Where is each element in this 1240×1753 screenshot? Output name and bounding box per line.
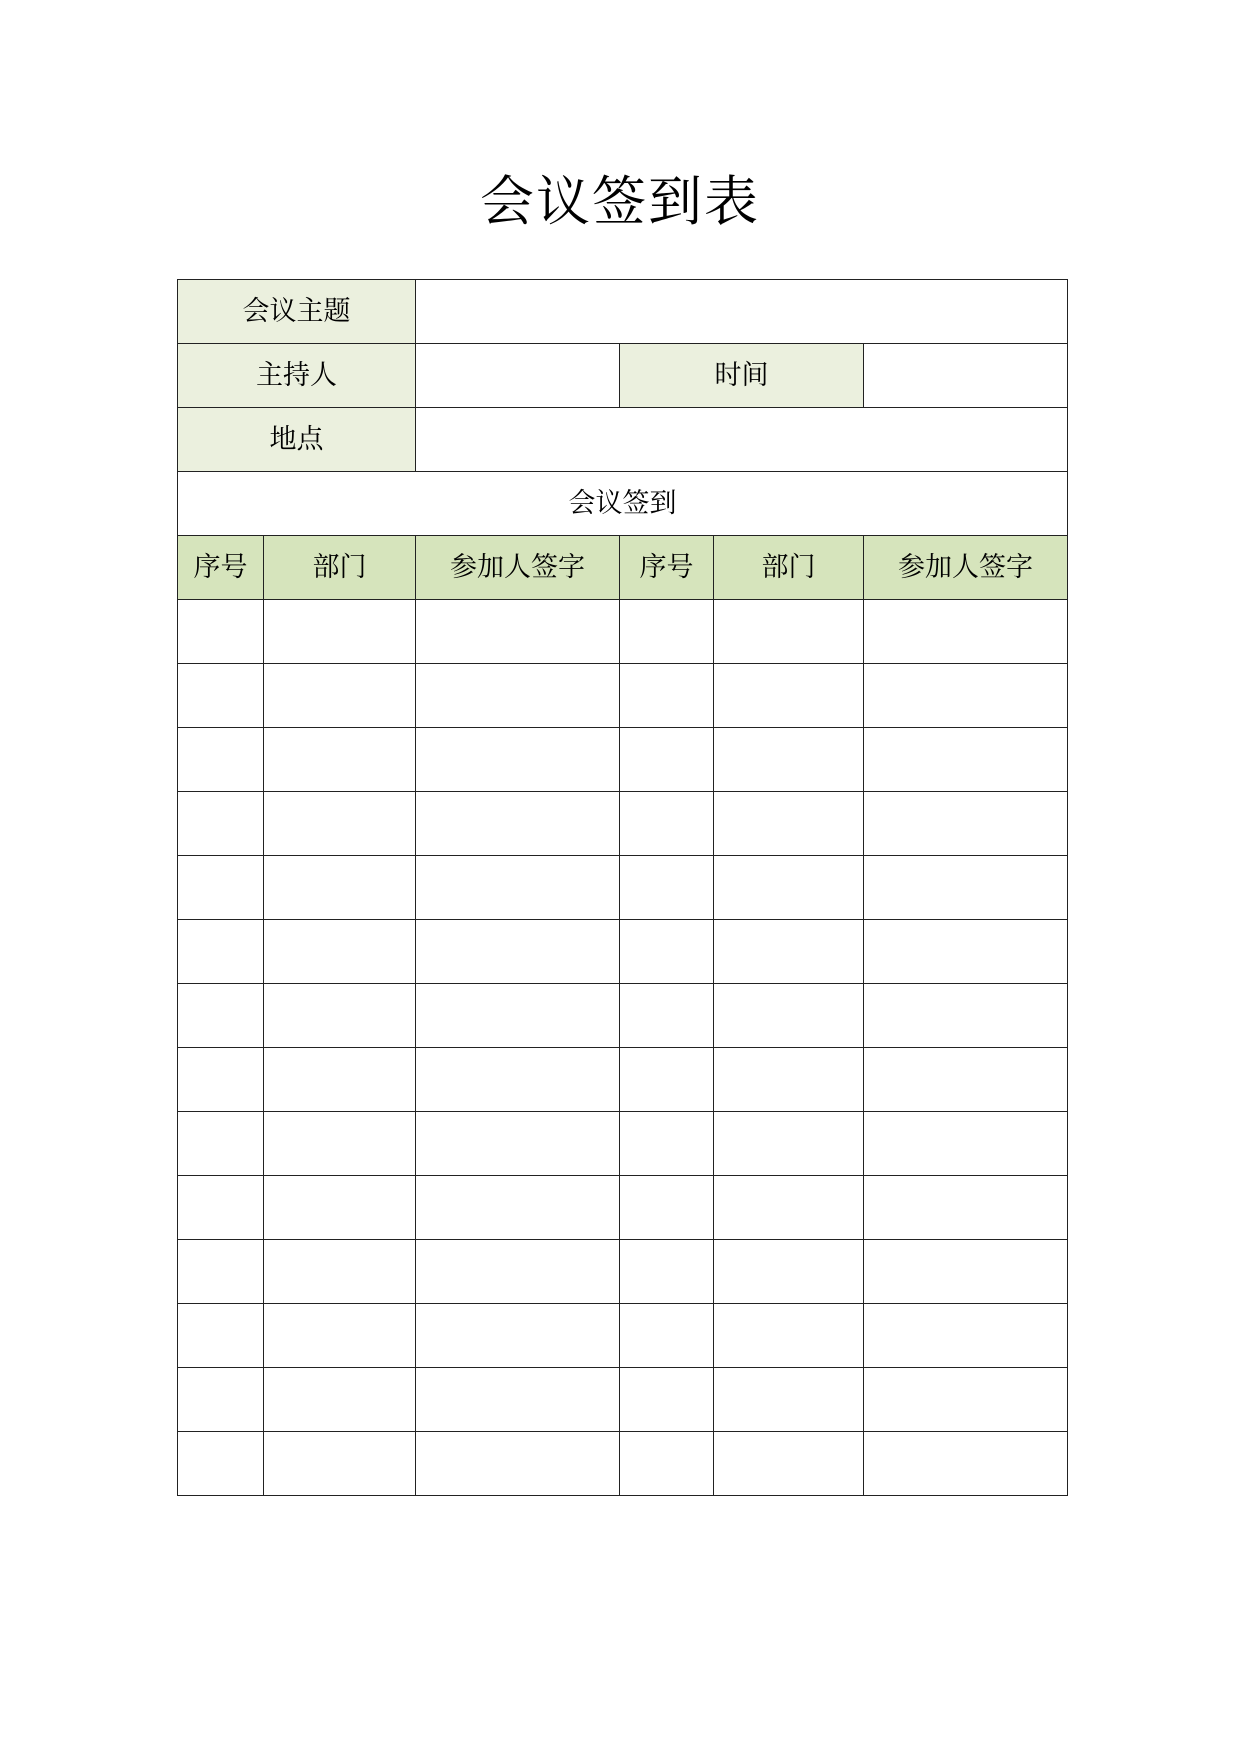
signature-cell[interactable] xyxy=(416,984,620,1048)
table-row xyxy=(178,1304,1068,1368)
signature-cell[interactable] xyxy=(416,1304,620,1368)
department-cell[interactable] xyxy=(714,1240,864,1304)
department-cell[interactable] xyxy=(714,1112,864,1176)
seq-cell[interactable] xyxy=(178,728,264,792)
signature-cell[interactable] xyxy=(416,728,620,792)
signature-cell[interactable] xyxy=(864,664,1068,728)
column-header-row xyxy=(178,536,1068,600)
signature-cell[interactable] xyxy=(416,1112,620,1176)
signature-cell[interactable] xyxy=(416,664,620,728)
signature-cell[interactable] xyxy=(864,1176,1068,1240)
department-cell[interactable] xyxy=(714,664,864,728)
department-cell[interactable] xyxy=(264,920,416,984)
signature-cell[interactable] xyxy=(864,600,1068,664)
page-title: 会议签到表 xyxy=(480,170,760,233)
table-row xyxy=(178,1048,1068,1112)
table-row xyxy=(178,1112,1068,1176)
seq-cell[interactable] xyxy=(178,856,264,920)
department-cell[interactable] xyxy=(264,856,416,920)
signature-cell[interactable] xyxy=(416,792,620,856)
signature-cell[interactable] xyxy=(864,792,1068,856)
seq-cell[interactable] xyxy=(178,1048,264,1112)
department-cell[interactable] xyxy=(264,600,416,664)
signature-cell[interactable] xyxy=(416,1368,620,1432)
seq-cell[interactable] xyxy=(178,1432,264,1496)
seq-cell[interactable] xyxy=(620,1304,714,1368)
column-header-seq: 序号 xyxy=(620,536,714,600)
signature-cell[interactable] xyxy=(416,1048,620,1112)
host-time-row xyxy=(178,344,1068,408)
column-header-signature: 参加人签字 xyxy=(864,536,1068,600)
section-row xyxy=(178,472,1068,536)
table-row xyxy=(178,792,1068,856)
seq-cell[interactable] xyxy=(620,1048,714,1112)
department-cell[interactable] xyxy=(264,1368,416,1432)
signature-cell[interactable] xyxy=(864,984,1068,1048)
department-cell[interactable] xyxy=(714,728,864,792)
department-cell[interactable] xyxy=(714,792,864,856)
seq-cell[interactable] xyxy=(620,1176,714,1240)
signature-cell[interactable] xyxy=(864,1432,1068,1496)
signature-cell[interactable] xyxy=(864,728,1068,792)
table-row xyxy=(178,728,1068,792)
table-row xyxy=(178,1432,1068,1496)
seq-cell[interactable] xyxy=(178,984,264,1048)
signature-cell[interactable] xyxy=(864,1048,1068,1112)
department-cell[interactable] xyxy=(714,1048,864,1112)
department-cell[interactable] xyxy=(264,1112,416,1176)
seq-cell[interactable] xyxy=(178,600,264,664)
seq-cell[interactable] xyxy=(620,920,714,984)
department-cell[interactable] xyxy=(264,1240,416,1304)
seq-cell[interactable] xyxy=(620,984,714,1048)
topic-label: 会议主题 xyxy=(178,280,416,344)
department-cell[interactable] xyxy=(264,664,416,728)
signature-cell[interactable] xyxy=(864,920,1068,984)
location-field[interactable] xyxy=(416,408,1068,472)
department-cell[interactable] xyxy=(264,1304,416,1368)
table-row xyxy=(178,1368,1068,1432)
column-header-seq: 序号 xyxy=(178,536,264,600)
seq-cell[interactable] xyxy=(178,1240,264,1304)
time-label: 时间 xyxy=(620,344,864,408)
table-row xyxy=(178,1240,1068,1304)
seq-cell[interactable] xyxy=(178,920,264,984)
column-header-department: 部门 xyxy=(714,536,864,600)
seq-cell[interactable] xyxy=(620,1112,714,1176)
signature-cell[interactable] xyxy=(864,1304,1068,1368)
time-field[interactable] xyxy=(864,344,1068,408)
host-label: 主持人 xyxy=(178,344,416,408)
department-cell[interactable] xyxy=(714,920,864,984)
signature-cell[interactable] xyxy=(416,856,620,920)
department-cell[interactable] xyxy=(714,1432,864,1496)
department-cell[interactable] xyxy=(714,1368,864,1432)
seq-cell[interactable] xyxy=(620,664,714,728)
seq-cell[interactable] xyxy=(178,1368,264,1432)
seq-cell[interactable] xyxy=(620,1240,714,1304)
seq-cell[interactable] xyxy=(620,856,714,920)
signature-cell[interactable] xyxy=(864,1112,1068,1176)
department-cell[interactable] xyxy=(714,984,864,1048)
topic-field[interactable] xyxy=(416,280,1068,344)
signature-cell[interactable] xyxy=(416,600,620,664)
seq-cell[interactable] xyxy=(178,792,264,856)
seq-cell[interactable] xyxy=(178,1176,264,1240)
host-field[interactable] xyxy=(416,344,620,408)
table-row xyxy=(178,920,1068,984)
column-header-department: 部门 xyxy=(264,536,416,600)
seq-cell[interactable] xyxy=(620,1432,714,1496)
table-row xyxy=(178,664,1068,728)
signature-cell[interactable] xyxy=(416,1176,620,1240)
department-cell[interactable] xyxy=(264,984,416,1048)
department-cell[interactable] xyxy=(714,1176,864,1240)
seq-cell[interactable] xyxy=(620,792,714,856)
department-cell[interactable] xyxy=(264,1048,416,1112)
department-cell[interactable] xyxy=(264,1176,416,1240)
table-row xyxy=(178,984,1068,1048)
table-row xyxy=(178,600,1068,664)
seq-cell[interactable] xyxy=(620,728,714,792)
column-header-signature: 参加人签字 xyxy=(416,536,620,600)
table-row xyxy=(178,856,1068,920)
signature-cell[interactable] xyxy=(416,1432,620,1496)
department-cell[interactable] xyxy=(714,600,864,664)
seq-cell[interactable] xyxy=(178,1112,264,1176)
department-cell[interactable] xyxy=(264,728,416,792)
seq-cell[interactable] xyxy=(178,664,264,728)
department-cell[interactable] xyxy=(714,1304,864,1368)
signature-cell[interactable] xyxy=(416,1240,620,1304)
signature-cell[interactable] xyxy=(416,920,620,984)
section-title: 会议签到 xyxy=(178,472,1068,536)
department-cell[interactable] xyxy=(714,856,864,920)
location-row xyxy=(178,408,1068,472)
signature-cell[interactable] xyxy=(864,1368,1068,1432)
seq-cell[interactable] xyxy=(620,1368,714,1432)
signature-cell[interactable] xyxy=(864,856,1068,920)
topic-row xyxy=(178,280,1068,344)
seq-cell[interactable] xyxy=(620,600,714,664)
department-cell[interactable] xyxy=(264,1432,416,1496)
location-label: 地点 xyxy=(178,408,416,472)
signature-cell[interactable] xyxy=(864,1240,1068,1304)
department-cell[interactable] xyxy=(264,792,416,856)
table-row xyxy=(178,1176,1068,1240)
seq-cell[interactable] xyxy=(178,1304,264,1368)
sign-in-table xyxy=(177,279,1068,1496)
